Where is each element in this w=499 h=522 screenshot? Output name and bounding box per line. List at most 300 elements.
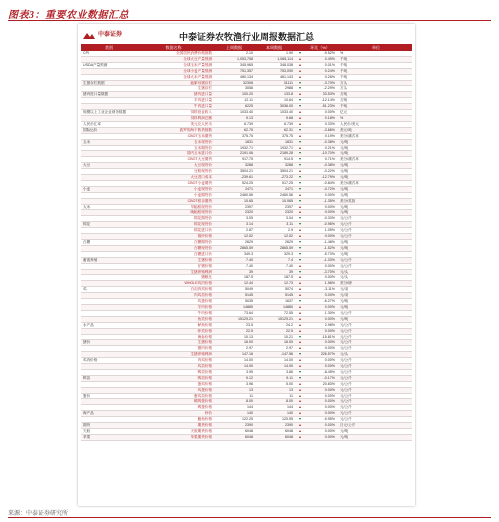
- cell-name: 波罗的海干散货指数: [179, 127, 212, 132]
- cell-name: 白羽肉鸡价格: [190, 287, 212, 292]
- cell-category: 棉花: [83, 222, 91, 227]
- cell-name: WHOLE鸡肉价格: [184, 281, 212, 286]
- cell-last-week: 9.13: [246, 115, 253, 120]
- cell-unit: %: [340, 115, 344, 120]
- cell-name: 天胶期货价格: [190, 429, 212, 433]
- cell-change: -1.52%: [323, 245, 335, 250]
- cell-trend-icon: ▼: [298, 369, 302, 374]
- cell-unit: 日元/公斤: [340, 423, 356, 428]
- cell-trend-icon: ▲: [298, 387, 302, 392]
- cell-this-week: -273.22: [280, 175, 293, 180]
- cell-this-week: 2988: [285, 86, 293, 91]
- cell-category: [81, 275, 135, 280]
- cell-this-week: 481,143: [280, 74, 293, 79]
- cell-change: 0.00%: [324, 423, 335, 428]
- cell-this-week: 5.00: [286, 381, 293, 386]
- cell-change: -0.96%: [323, 222, 335, 227]
- cell-trend-icon: ▼: [298, 86, 302, 91]
- cell-category: [81, 405, 135, 410]
- cell-last-week: 147.16: [242, 352, 253, 357]
- cell-last-week: 6048: [245, 434, 253, 439]
- cell-last-week: 2320: [245, 210, 253, 215]
- cell-trend-icon: ▲: [298, 121, 302, 126]
- cell-name: 饲料利润总额: [190, 115, 212, 120]
- cell-name: 鹌鹑蛋价格: [194, 399, 212, 404]
- cell-name: 虾类价格: [197, 328, 212, 333]
- cell-this-week: 7.40: [286, 263, 293, 268]
- cell-last-week: 3504.21: [240, 169, 253, 174]
- cell-unit: 元/公斤: [340, 228, 352, 233]
- cell-this-week: 1932.71: [280, 145, 293, 150]
- cell-unit: 美分/蒲式耳: [340, 157, 359, 162]
- cell-name: 棉花现货价: [194, 222, 212, 227]
- cell-unit: 元/吨: [340, 175, 349, 180]
- cell-this-week: 3288: [285, 163, 293, 168]
- cell-last-week: 12.11: [244, 98, 253, 103]
- cell-unit: 元/公斤: [340, 340, 352, 345]
- cell-category: 大米: [83, 204, 91, 209]
- cell-change: -51.23%: [321, 104, 335, 109]
- cell-last-week: 7.40: [246, 263, 253, 268]
- cell-name: 小麦现货价: [194, 186, 212, 191]
- cell-name: CBOT大豆期货: [187, 157, 212, 162]
- cell-trend-icon: ▼: [298, 151, 302, 156]
- cell-last-week: 144: [247, 405, 253, 410]
- cell-category: [81, 311, 135, 316]
- cell-this-week: 753,090: [280, 68, 293, 73]
- cell-last-week: 2390: [245, 423, 253, 428]
- cell-change: -9.95%: [323, 417, 335, 422]
- cell-category: [81, 98, 135, 103]
- cell-category: 猪肉进口量数据: [83, 92, 109, 97]
- source-divider: [8, 517, 491, 518]
- cell-unit: 元/吨: [340, 151, 349, 156]
- cell-trend-icon: ▲: [298, 358, 302, 363]
- cell-trend-icon: ▼: [298, 245, 302, 250]
- cell-last-week: 2397: [245, 204, 253, 209]
- cell-trend-icon: ▲: [298, 429, 302, 433]
- cell-category: [81, 193, 135, 198]
- cell-unit: 元/吨: [340, 192, 349, 197]
- cell-name: 虾价: [204, 411, 212, 416]
- cell-name: 玉米现货价: [194, 139, 212, 144]
- cell-this-week: -147.56: [280, 352, 293, 357]
- cell-category: [81, 305, 135, 310]
- cell-unit: 元/吨: [340, 163, 349, 168]
- cell-this-week: 15129.21: [278, 316, 293, 321]
- cell-name: 美元兑人民币: [190, 121, 212, 126]
- cell-change: -10.70%: [321, 151, 335, 156]
- cell-trend-icon: ▲: [298, 145, 302, 150]
- cell-trend-icon: ▲: [298, 434, 302, 439]
- cell-last-week: 73.64: [244, 310, 253, 315]
- cell-last-week: 5145: [245, 293, 253, 298]
- cell-unit: 元/吨: [340, 186, 349, 191]
- cell-change: 0.01%: [324, 62, 335, 67]
- cell-unit: 万头: [340, 80, 348, 85]
- cell-change: 0.00%: [324, 110, 335, 115]
- cell-this-week: 6048: [285, 429, 293, 433]
- cell-trend-icon: ▲: [298, 228, 302, 233]
- document-page: [78, 24, 415, 506]
- cell-change: 0.19%: [324, 133, 335, 138]
- cell-trend-icon: ▼: [298, 163, 302, 168]
- cell-trend-icon: ▼: [298, 198, 302, 203]
- cell-name: 鸡蛋价格: [197, 387, 212, 392]
- figure-caption: 图表3：重要农业数据汇总: [8, 10, 129, 21]
- cell-unit: 亿元: [340, 110, 348, 115]
- cell-last-week: 2.87: [246, 228, 253, 233]
- cell-unit: 元/吨: [340, 299, 349, 304]
- cell-unit: 元/公斤: [340, 310, 352, 315]
- cell-name: 牛肉进口量: [194, 104, 212, 109]
- cell-change: 0.00%: [324, 387, 335, 392]
- cell-category: [81, 346, 135, 351]
- cell-trend-icon: ▲: [298, 411, 302, 416]
- cell-category: [81, 329, 135, 334]
- cell-category: 规模以上工业企业财务数据: [83, 110, 127, 115]
- cell-change: -15.81%: [321, 334, 335, 339]
- cell-last-week: 62.75: [244, 127, 253, 132]
- cell-unit: 美分/英担: [340, 198, 356, 203]
- cell-unit: 元/吨: [340, 245, 349, 250]
- cell-unit: 美分/蒲式耳: [340, 133, 359, 138]
- cell-trend-icon: ▲: [298, 316, 302, 321]
- cell-this-week: 140: [287, 411, 293, 416]
- cell-last-week: 39: [249, 269, 253, 274]
- cell-this-week: 1.90: [286, 51, 293, 55]
- cell-this-week: 14.00: [284, 358, 293, 363]
- cell-trend-icon: ▲: [298, 399, 302, 404]
- cell-name: 大豆进口成本: [190, 175, 212, 180]
- cell-name: 猪肉进口量: [194, 92, 212, 97]
- cell-trend-icon: ▲: [298, 56, 302, 61]
- cell-trend-icon: ▼: [298, 251, 302, 256]
- cell-category: [81, 210, 135, 215]
- cell-this-week: 39: [289, 269, 293, 274]
- cell-change: -0.72%: [323, 186, 335, 191]
- cell-change: -6.27%: [323, 299, 335, 304]
- cell-name: 鸡苗价格: [197, 364, 212, 369]
- cell-trend-icon: ▲: [298, 210, 302, 215]
- cell-unit: 元/吨: [340, 304, 349, 309]
- cell-name: 海参价格: [197, 334, 212, 339]
- cell-unit: 元/吨: [340, 210, 349, 215]
- cell-change: 0.00%: [324, 210, 335, 215]
- cell-category: [81, 175, 135, 180]
- header-last-week: 上周数据: [226, 45, 242, 50]
- cell-this-week: 3.86: [286, 369, 293, 374]
- cell-category: [81, 116, 135, 121]
- cell-category: 天胶: [83, 429, 91, 433]
- cell-unit: 千吨: [340, 104, 348, 109]
- cell-last-week: 2.97: [246, 346, 253, 351]
- cell-trend-icon: ▲: [298, 393, 302, 398]
- cell-trend-icon: ▼: [298, 334, 302, 339]
- cell-category: [81, 352, 135, 357]
- cell-name: 蛋鸡苗价格: [194, 393, 212, 398]
- cell-last-week: 1831: [245, 139, 253, 144]
- cell-change: 1.96%: [324, 281, 335, 286]
- cell-unit: 元/吨: [340, 434, 349, 439]
- cell-last-week: 2471: [245, 186, 253, 191]
- cell-change: -3.70%: [323, 80, 335, 85]
- cell-name: 猪粮比: [201, 275, 212, 280]
- cell-category: 生猪存栏数据: [83, 80, 105, 85]
- header-category: 类别: [105, 45, 113, 50]
- cell-this-week: 133.8: [284, 92, 293, 97]
- cell-trend-icon: ▲: [298, 115, 302, 120]
- cell-name: 生猪存栏: [197, 86, 212, 91]
- cell-change: 0.00%: [324, 429, 335, 433]
- cell-unit: 元/羽: [340, 287, 349, 292]
- cell-change: -0.38%: [323, 163, 335, 168]
- cell-unit: 千吨: [340, 68, 348, 73]
- cell-change: 0.00%: [324, 399, 335, 404]
- cell-change: 0.00%: [324, 304, 335, 309]
- cell-category: 期货: [83, 423, 91, 428]
- cell-last-week: 6.739: [244, 121, 253, 126]
- cell-unit: 元/公斤: [340, 399, 352, 404]
- cell-change: 0.00%: [324, 405, 335, 410]
- cell-last-week: 8.00: [246, 399, 253, 404]
- cell-unit: 元/头: [340, 275, 349, 280]
- cell-this-week: 2320: [285, 210, 293, 215]
- cell-unit: 元/公斤: [340, 334, 352, 339]
- cell-last-week: 1932.71: [240, 145, 253, 150]
- cell-name: 全球大豆产量预测: [183, 56, 212, 61]
- cell-trend-icon: ▲: [298, 340, 302, 345]
- cell-unit: 元/公斤: [340, 375, 352, 380]
- cell-unit: 美分/磅: [340, 281, 352, 286]
- cell-trend-icon: ▼: [298, 240, 302, 244]
- cell-unit: 元/公斤: [340, 369, 352, 374]
- cell-this-week: 10.64: [284, 98, 293, 103]
- cell-name: 全球小麦产量预测: [183, 68, 212, 73]
- cell-category: 猪价: [83, 340, 91, 345]
- cell-this-week: 22.5: [286, 328, 293, 333]
- cell-name: 仔猪价格: [197, 263, 212, 268]
- cell-category: 大豆: [83, 163, 91, 168]
- cell-this-week: 9.11: [286, 375, 293, 380]
- cell-last-week: 345,965: [240, 62, 253, 67]
- cell-unit: 元/公斤: [340, 234, 352, 239]
- cell-name: 鲈鱼价格: [197, 322, 212, 327]
- cell-unit: 元/公斤: [340, 322, 352, 327]
- cell-change: -0.38%: [323, 139, 335, 144]
- cell-trend-icon: ▲: [298, 275, 302, 280]
- cell-last-week: 10.65: [244, 198, 253, 203]
- cell-change: 33.53%: [322, 92, 335, 97]
- cell-unit: 元/羽: [340, 293, 349, 298]
- cell-category: [81, 199, 135, 204]
- cell-name: 鸭苗价格: [197, 369, 212, 374]
- cell-unit: 美元/吨: [340, 127, 352, 132]
- cell-last-week: 14.00: [244, 364, 253, 369]
- table-title: 中泰证券农牧渔行业周报数据汇总: [178, 33, 314, 43]
- cell-trend-icon: ▼: [298, 175, 302, 180]
- cell-this-week: 2629: [285, 240, 293, 244]
- cell-last-week: 10.13: [244, 334, 253, 339]
- cell-last-week: 751,357: [240, 68, 253, 73]
- cell-category: [81, 57, 135, 62]
- cell-last-week: 6225: [245, 104, 253, 109]
- cell-category: [81, 317, 135, 322]
- cell-this-week: 16.00: [284, 340, 293, 345]
- cell-change: 0.00%: [324, 192, 335, 197]
- cell-category: [81, 281, 135, 286]
- cell-name: 期货价格: [197, 423, 212, 428]
- cell-this-week: 2471: [285, 186, 293, 191]
- cell-category: [81, 234, 135, 239]
- cell-trend-icon: ▲: [298, 169, 302, 174]
- cell-category: [81, 104, 135, 109]
- cell-category: [81, 293, 135, 298]
- cell-last-week: 1033.40: [240, 110, 253, 115]
- cell-last-week: -239.61: [240, 175, 253, 180]
- cell-category: [81, 181, 135, 186]
- cell-category: 玉米: [83, 139, 91, 144]
- cell-trend-icon: ▼: [298, 216, 302, 221]
- cell-category: 水产品: [83, 322, 94, 327]
- cell-trend-icon: ▼: [298, 51, 302, 55]
- cell-change: -12.14%: [321, 98, 335, 103]
- cell-trend-icon: ▼: [298, 417, 302, 422]
- cell-change: 0.00%: [324, 340, 335, 345]
- cell-unit: 千吨: [340, 62, 348, 67]
- cell-unit: 美分/蒲式耳: [340, 180, 359, 185]
- cell-trend-icon: ▼: [298, 180, 302, 185]
- cell-change: 0.00%: [324, 293, 335, 298]
- cell-change: 0.21%: [324, 145, 335, 150]
- cell-name: 全国居民消费价格指数: [176, 51, 212, 55]
- cell-this-week: 10.065: [282, 198, 293, 203]
- cell-trend-icon: ▲: [298, 281, 302, 286]
- cell-change: 2.98%: [324, 322, 335, 327]
- cell-category: [81, 335, 135, 340]
- cell-trend-icon: ▲: [298, 364, 302, 369]
- cell-change: -3.11%: [323, 287, 335, 292]
- cell-category: 畜禽养殖: [83, 257, 98, 262]
- cell-last-week: 15129.21: [238, 316, 253, 321]
- cell-last-week: 2865.59: [240, 245, 253, 250]
- cell-last-week: 22.5: [246, 328, 253, 333]
- cell-this-week: 5145: [285, 293, 293, 298]
- cell-category: [81, 264, 135, 269]
- cell-name: 猪肉价格: [197, 346, 212, 351]
- cell-this-week: 8.00: [286, 399, 293, 404]
- cell-change: 20.83%: [322, 381, 335, 386]
- cell-change: 0.00%: [324, 328, 335, 333]
- cell-change: 0.00%: [324, 275, 335, 280]
- cell-name: 玉米期货价: [194, 145, 212, 150]
- cell-unit: 千吨: [340, 74, 348, 79]
- cell-change: -1.33%: [323, 257, 335, 262]
- cell-change: -0.22%: [323, 169, 335, 174]
- cell-this-week: 14.00: [284, 364, 293, 369]
- cell-unit: 元/公斤: [340, 222, 352, 227]
- cell-category: 鸡: [83, 287, 87, 292]
- cell-trend-icon: ▲: [298, 328, 302, 333]
- cell-trend-icon: ▲: [298, 293, 302, 298]
- cell-change: 0.33%: [324, 121, 335, 126]
- cell-this-week: 1831: [285, 139, 293, 144]
- cell-last-week: 2629: [245, 240, 253, 244]
- cell-trend-icon: ▲: [298, 133, 302, 138]
- cell-category: [81, 252, 135, 257]
- cell-last-week: 3288: [245, 163, 253, 168]
- cell-this-week: 2.9: [288, 228, 293, 233]
- cell-this-week: 11: [289, 393, 293, 398]
- cell-last-week: 11: [249, 393, 253, 398]
- cell-this-week: 6.739: [284, 121, 293, 126]
- cell-this-week: 7.4: [288, 257, 293, 262]
- cell-last-week: 2460.56: [240, 192, 253, 197]
- cell-last-week: 3.14: [246, 222, 253, 227]
- cell-unit: 千吨: [340, 56, 348, 61]
- cell-trend-icon: ▲: [298, 405, 302, 410]
- header-unit: 单位: [372, 45, 380, 50]
- cell-unit: 元/公斤: [340, 358, 352, 363]
- cell-this-week: 10.21: [284, 334, 293, 339]
- cell-this-week: 13: [289, 387, 293, 392]
- cell-trend-icon: ▲: [298, 346, 302, 351]
- cell-category: [81, 69, 135, 74]
- cell-name: 羊肉价格: [197, 304, 212, 309]
- cell-trend-icon: ▼: [298, 222, 302, 227]
- cell-category: [81, 151, 135, 156]
- cell-change: 1.05%: [324, 228, 335, 233]
- cell-change: 226.57%: [320, 352, 335, 357]
- cell-change: 0.26%: [324, 74, 335, 79]
- cell-category: 鸭苗: [83, 375, 91, 380]
- cell-trend-icon: ▲: [298, 92, 302, 97]
- cell-trend-icon: ▼: [298, 157, 302, 162]
- cell-trend-icon: ▲: [298, 322, 302, 327]
- cell-trend-icon: ▼: [298, 299, 302, 304]
- cell-change: -0.17%: [323, 375, 335, 380]
- cell-name: 鲍鱼价格: [197, 417, 212, 422]
- cell-last-week: 122.25: [242, 417, 253, 422]
- cell-this-week: 1637: [285, 299, 293, 304]
- cell-trend-icon: ▲: [298, 204, 302, 209]
- logo-text: 中泰证券: [98, 31, 123, 38]
- cell-trend-icon: ▲: [298, 62, 302, 67]
- cell-change: 0.00%: [324, 411, 335, 416]
- cell-category: [81, 299, 135, 304]
- cell-trend-icon: ▼: [298, 139, 302, 144]
- cell-this-week: 2397: [285, 204, 293, 209]
- cell-unit: 元/吨: [340, 429, 349, 433]
- cell-last-week: 16.00: [244, 340, 253, 345]
- cell-trend-icon: ▼: [298, 98, 302, 103]
- cell-trend-icon: ▼: [298, 257, 302, 262]
- cell-this-week: 517.25: [282, 180, 293, 185]
- cell-change: 0.00%: [324, 263, 335, 268]
- cell-trend-icon: ▲: [298, 74, 302, 79]
- cell-category: 海产品: [83, 411, 94, 416]
- cell-this-week: 72.55: [284, 310, 293, 315]
- cell-name: 生猪价格: [197, 340, 212, 345]
- cell-unit: 元/吨: [340, 145, 349, 150]
- cell-last-week: 1,053,758: [237, 56, 253, 61]
- cell-this-week: 12.73: [284, 281, 293, 286]
- cell-name: CBOT玉米期货: [187, 133, 212, 138]
- cell-last-week: 3058: [245, 86, 253, 91]
- cell-category: [81, 417, 135, 422]
- cell-change: -0.33%: [323, 216, 335, 221]
- cell-unit: 元/吨: [340, 316, 349, 321]
